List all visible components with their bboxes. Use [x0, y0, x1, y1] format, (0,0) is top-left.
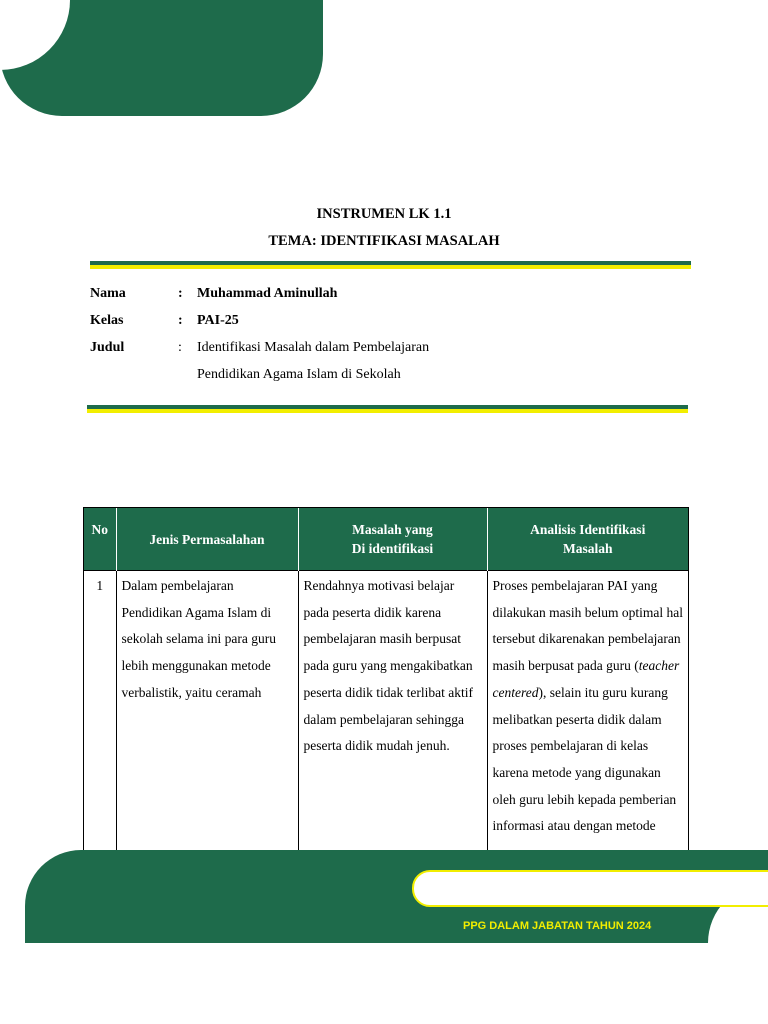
cell-masalah: Rendahnya motivasi belajar pada peserta didik karena pembelajaran masih berpusat pada guru yang mengakibatkan peserta didik tidak terlibat aktif dalam pembelajaran sehingga peserta didik mudah jenuh. [298, 571, 487, 874]
cell-jenis-permasalahan: Dalam pembelajaran Pendidikan Agama Islam di sekolah selama ini para guru lebih menggunakan metode verbalistik, yaitu ceramah [116, 571, 298, 874]
header-masalah-line2: Di identifikasi [351, 541, 434, 556]
table-row [84, 571, 688, 874]
kelas-colon: : [178, 313, 183, 328]
divider-bottom [87, 405, 688, 413]
nama-label: Nama [90, 286, 126, 301]
analisis-text-italic: teacher centered [492, 658, 680, 700]
cell-no: 1 [84, 571, 116, 874]
footer-text: PPG DALAM JABATAN TAHUN 2024 [463, 920, 652, 932]
nama-colon: : [178, 286, 183, 301]
header-analisis-line1: Analisis Identifikasi [530, 522, 646, 537]
header-analisis-line2: Masalah [562, 541, 613, 556]
header-masalah-line1: Masalah yang [352, 522, 433, 537]
analisis-text-a: Proses pembelajaran PAI yang dilakukan masih belum optimal hal tersebut dikarenakan pembelajaran masih berpusat pada guru ( [492, 578, 683, 674]
problem-identification-table [83, 507, 689, 873]
document-title: INSTRUMEN LK 1.1 [316, 206, 452, 222]
judul-colon: : [178, 340, 182, 355]
cell-analisis [487, 571, 688, 874]
kelas-value: PAI-25 [197, 313, 239, 328]
document-theme: TEMA: IDENTIFIKASI MASALAH [268, 233, 500, 249]
top-decorative-shape [0, 0, 323, 116]
kelas-label: Kelas [90, 313, 124, 328]
header-no: No [84, 508, 116, 571]
divider-top [90, 261, 691, 269]
judul-label: Judul [90, 340, 125, 355]
header-jenis-permasalahan: Jenis Permasalahan [116, 508, 298, 571]
header-analisis-identifikasi [487, 508, 688, 571]
judul-value-line1: Identifikasi Masalah dalam Pembelajaran [197, 340, 430, 355]
footer-pill-decoration [412, 870, 768, 907]
judul-value-line2: Pendidikan Agama Islam di Sekolah [197, 367, 401, 382]
header-masalah-identifikasi [298, 508, 487, 571]
analisis-text-b: ), selain itu guru kurang melibatkan peserta didik dalam proses pembelajaran di kelas karena metode yang digunakan oleh guru lebih kepada pemberian informasi atau dengan metode [492, 684, 677, 834]
nama-value: Muhammad Aminullah [197, 286, 338, 301]
